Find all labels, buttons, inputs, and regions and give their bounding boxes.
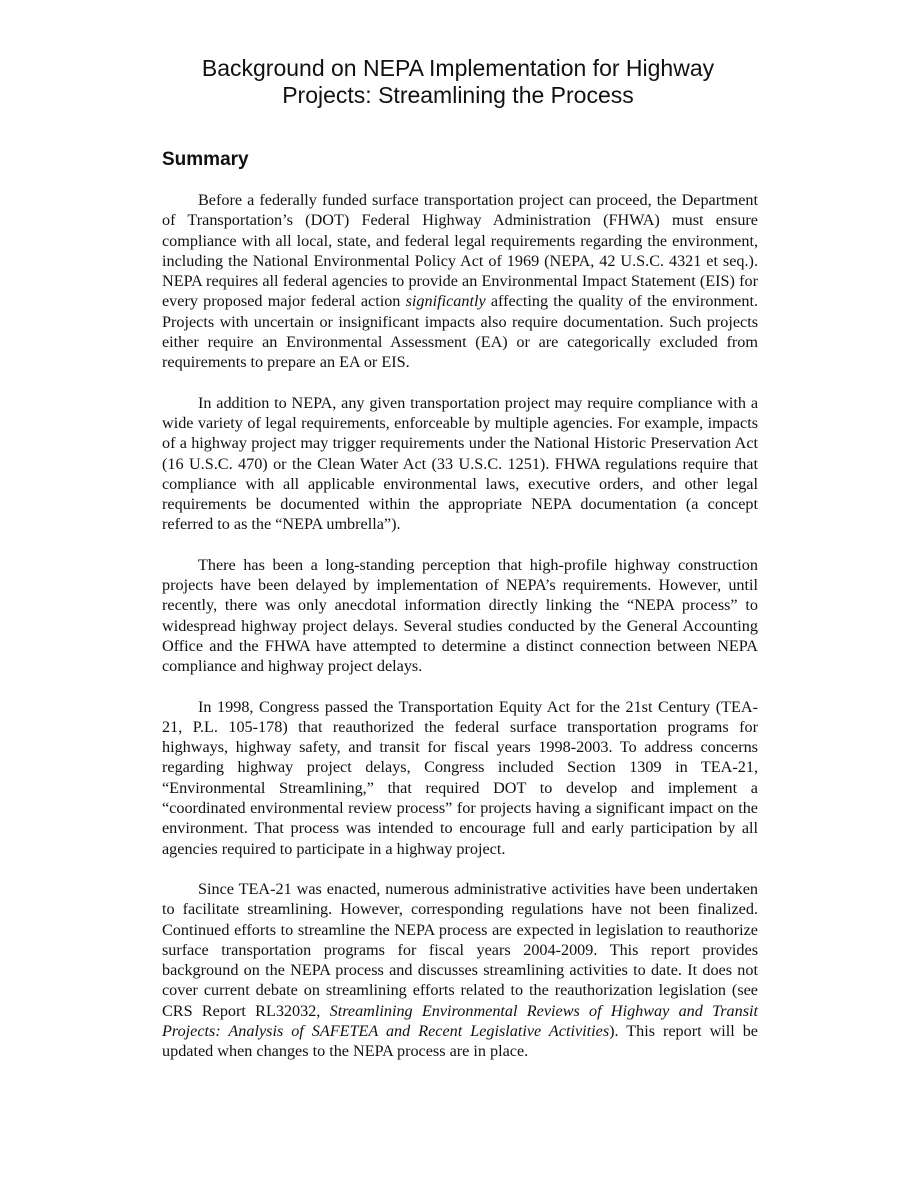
summary-paragraph-4: In 1998, Congress passed the Transportation Equity Act for the 21st Century (TEA-21, P.L. 105-178) that reauthorized the federal surface transportation programs for highways, highway safety, and transit for fiscal years 1998-2003. To address concerns regarding highway project delays, Congress included Section 1309 in TEA-21, “Environmental Streamlining,” that required DOT to develop and implement a “coordinated environmental review process” for projects having a significant impact on the environment. That process was intended to encourage full and early participation by all agencies required to participate in a highway project. xyxy=(162,697,758,858)
p1-text-b: affecting the quality of the environment. Projects with uncertain or insignificant impacts also require documentation. Such projects either require an Environmental Assessment (EA) or are categorically excluded from requirements to prepare an EA or EIS. xyxy=(162,292,758,372)
summary-paragraph-2: In addition to NEPA, any given transportation project may require compliance with a wide variety of legal requirements, enforceable by multiple agencies. For example, impacts of a highway project may trigger requirements under the National Historic Preservation Act (16 U.S.C. 470) or the Clean Water Act (33 U.S.C. 1251). FHWA regulations require that compliance with all applicable environmental laws, executive orders, and other legal requirements be documented within the appropriate NEPA documentation (a concept referred to as the “NEPA umbrella”). xyxy=(162,393,758,534)
summary-heading: Summary xyxy=(162,149,249,170)
p1-text-a: Before a federally funded surface transportation project can proceed, the Department of Transportation’s (DOT) Federal Highway Administration (FHWA) must ensure compliance with all local, state, and federal legal requirements regarding the environment, including the National Environmental Policy Act of 1969 (NEPA, 42 U.S.C. 4321 et seq.). NEPA requires all federal agencies to provide an Environmental Impact Statement (EIS) for every proposed major federal action xyxy=(162,191,758,311)
p5-text-b: ). This report will be updated when changes to the NEPA process are in place. xyxy=(162,1021,758,1061)
summary-paragraph-3: There has been a long-standing perception that high-profile highway construction projects have been delayed by implementation of NEPA’s requirements. However, until recently, there was only anecdotal information directly linking the “NEPA process” to widespread highway project delays. Several studies conducted by the General Accounting Office and the FHWA have attempted to determine a distinct connection between NEPA compliance and highway project delays. xyxy=(162,555,758,676)
title-line-1: Background on NEPA Implementation for Highway xyxy=(201,55,715,81)
document-title xyxy=(158,55,758,109)
p5-text-a: Since TEA-21 was enacted, numerous administrative activities have been undertaken to facilitate streamlining. However, corresponding regulations have not been finalized. Continued efforts to streamline the NEPA process are expected in legislation to reauthorize surface transportation programs for fiscal years 2004-2009. This report provides background on the NEPA process and discusses streamlining activities to date. It does not cover current debate on streamlining efforts related to the reauthorization legislation (see CRS Report RL32032, xyxy=(162,879,758,1020)
summary-paragraph-5 xyxy=(162,879,758,1062)
document-page xyxy=(162,55,758,1082)
summary-paragraph-1 xyxy=(162,190,758,373)
p5-italic-report-title: Streamlining Environmental Reviews of Highway and Transit Projects: Analysis of SAFETEA and Recent Legislative Activities xyxy=(162,1001,758,1040)
p1-italic-term: significantly xyxy=(405,292,486,311)
title-line-2: Projects: Streamlining the Process xyxy=(282,82,634,108)
